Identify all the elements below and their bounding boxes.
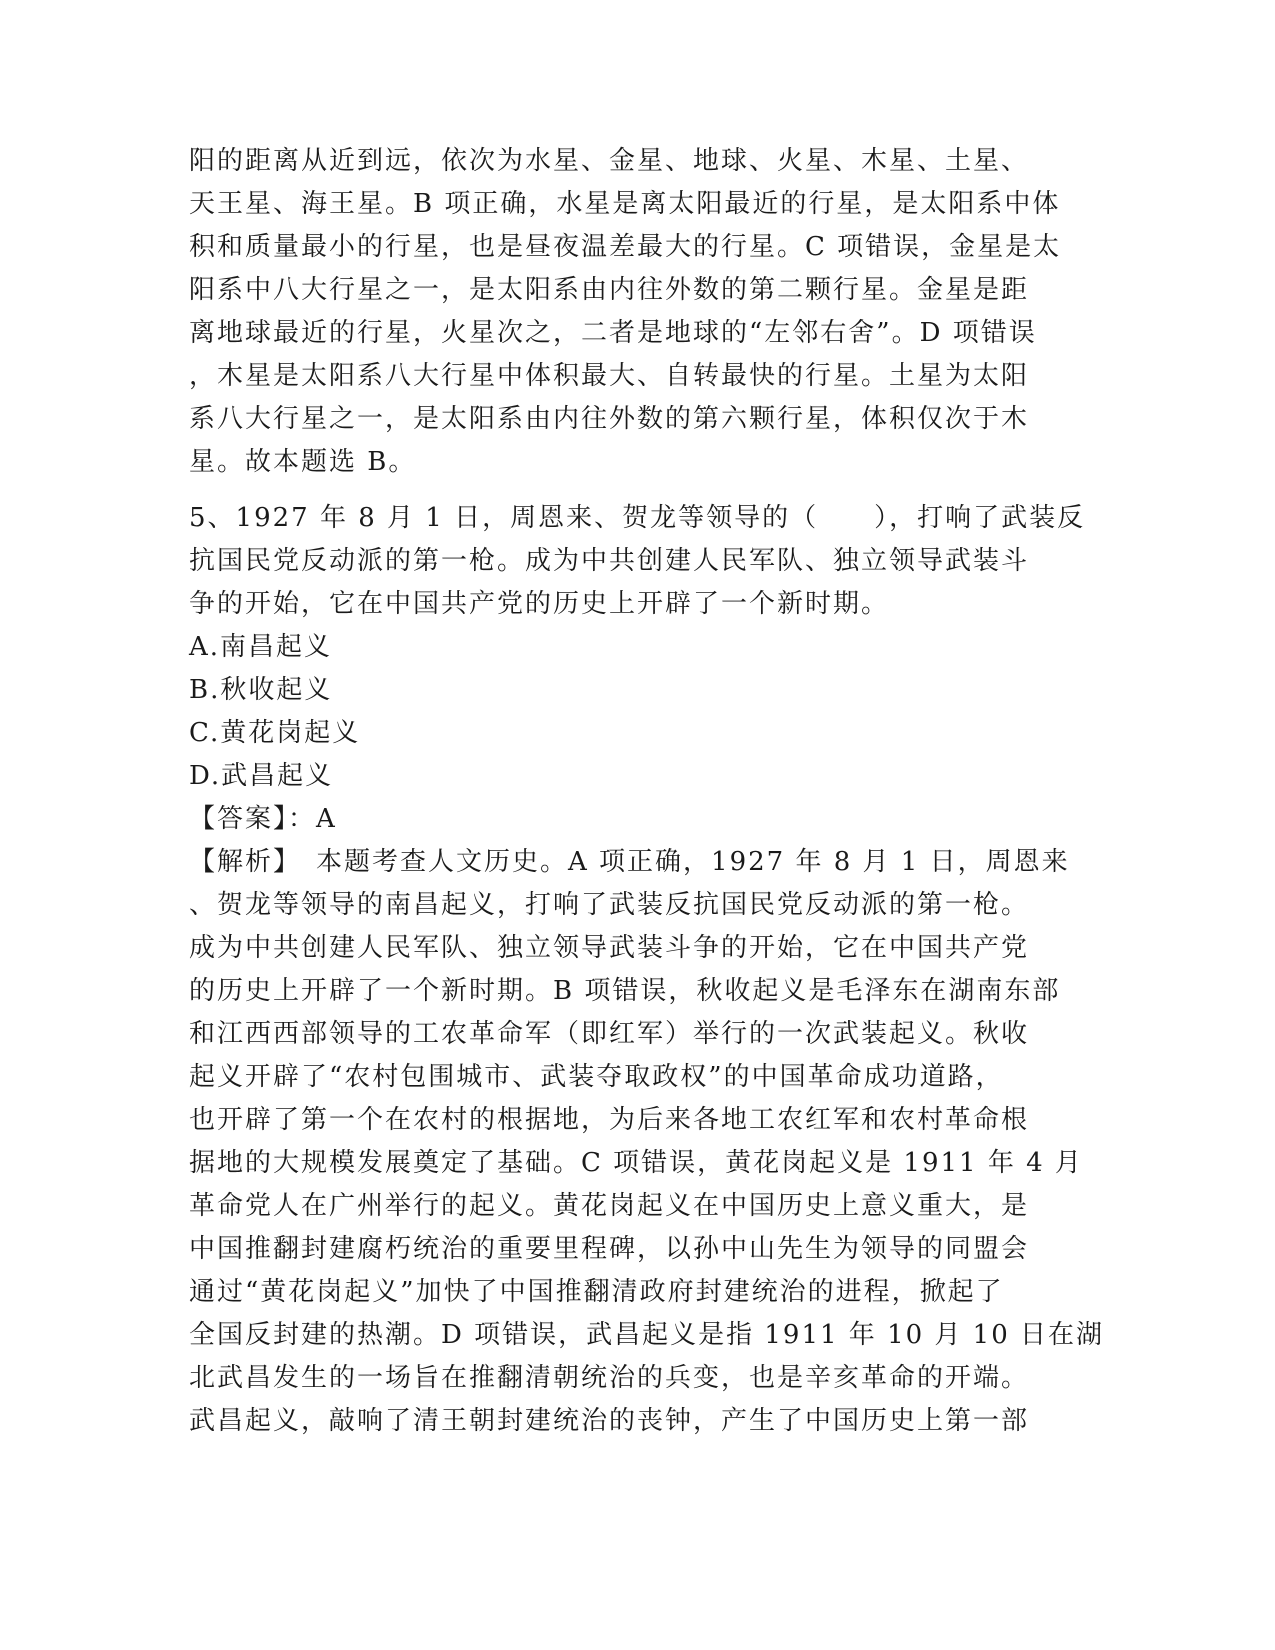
answer-line: 【答案】：A <box>189 804 337 834</box>
option-b: B.秋收起义 <box>189 675 333 705</box>
analysis-line: 据地的大规模发展奠定了基础。C 项错误，黄花岗起义是 1911 年 4 月 <box>189 1148 1083 1178</box>
analysis-line: 起义开辟了“农村包围城市、武装夺取政权”的中国革命成功道路， <box>189 1062 1004 1092</box>
analysis-line: 通过“黄花岗起义”加快了中国推翻清政府封建统治的进程，掀起了 <box>189 1277 1004 1307</box>
analysis-line: 【解析】 本题考查人文历史。A 项正确，1927 年 8 月 1 日，周恩来 <box>189 847 1070 877</box>
analysis-line: 的历史上开辟了一个新时期。B 项错误，秋收起义是毛泽东在湖南东部 <box>189 976 1061 1006</box>
analysis-line: 全国反封建的热潮。D 项错误，武昌起义是指 1911 年 10 月 10 日在湖 <box>189 1320 1105 1350</box>
analysis-line: 革命党人在广州举行的起义。黄花岗起义在中国历史上意义重大，是 <box>189 1191 1030 1221</box>
analysis-line: 武昌起义，敲响了清王朝封建统治的丧钟，产生了中国历史上第一部 <box>189 1406 1030 1436</box>
analysis-line: 和江西西部领导的工农革命军（即红军）举行的一次武装起义。秋收 <box>189 1019 1030 1049</box>
paragraph-line: 阳系中八大行星之一，是太阳系由内往外数的第二颗行星。金星是距 <box>189 275 1030 305</box>
analysis-line: 中国推翻封建腐朽统治的重要里程碑，以孙中山先生为领导的同盟会 <box>189 1234 1030 1264</box>
option-c: C.黄花岗起义 <box>189 718 361 748</box>
analysis-line: 北武昌发生的一场旨在推翻清朝统治的兵变，也是辛亥革命的开端。 <box>189 1363 1030 1393</box>
analysis-line: 成为中共创建人民军队、独立领导武装斗争的开始，它在中国共产党 <box>189 933 1030 963</box>
option-a: A.南昌起义 <box>189 632 333 662</box>
analysis-line: 、贺龙等领导的南昌起义，打响了武装反抗国民党反动派的第一枪。 <box>189 890 1030 920</box>
paragraph-line: 天王星、海王星。B 项正确，水星是离太阳最近的行星，是太阳系中体 <box>189 189 1061 219</box>
paragraph-line: ，木星是太阳系八大行星中体积最大、自转最快的行星。土星为太阳 <box>189 361 1030 391</box>
question-stem-line: 争的开始，它在中国共产党的历史上开辟了一个新时期。 <box>189 589 890 619</box>
paragraph-line: 系八大行星之一，是太阳系由内往外数的第六颗行星，体积仅次于木 <box>189 404 1030 434</box>
question-stem-line: 抗国民党反动派的第一枪。成为中共创建人民军队、独立领导武装斗 <box>189 546 1030 576</box>
paragraph-line: 阳的距离从近到远，依次为水星、金星、地球、火星、木星、土星、 <box>189 146 1030 176</box>
analysis-line: 也开辟了第一个在农村的根据地，为后来各地工农红军和农村革命根 <box>189 1105 1030 1135</box>
paragraph-line: 积和质量最小的行星，也是昼夜温差最大的行星。C 项错误，金星是太 <box>189 232 1062 262</box>
paragraph-line: 离地球最近的行星，火星次之，二者是地球的“左邻右舍”。D 项错误 <box>189 318 1037 348</box>
paragraph-line: 星。故本题选 B。 <box>189 447 417 477</box>
question-stem-line: 5、1927 年 8 月 1 日，周恩来、贺龙等领导的（ ），打响了武装反 <box>189 503 1086 533</box>
option-d: D.武昌起义 <box>189 761 334 791</box>
